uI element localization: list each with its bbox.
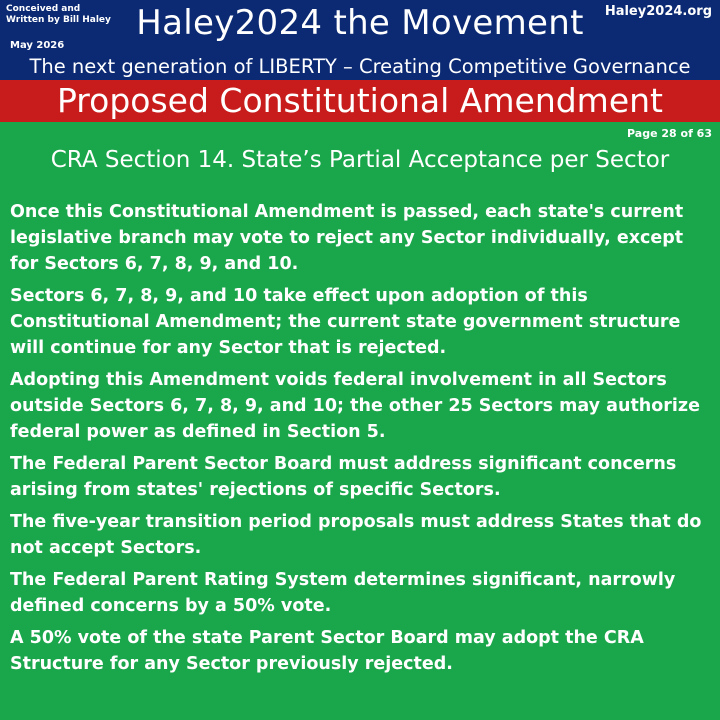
paragraph-2: Sectors 6, 7, 8, 9, and 10 take effect upon adoption of this Constitutional Amendment; the current state government structure will continue for any Sector that is rejected. <box>10 286 681 358</box>
amendment-banner: Proposed Constitutional Amendment <box>0 80 720 122</box>
section-title: CRA Section 14. State’s Partial Acceptance per Sector <box>50 147 670 173</box>
page-indicator: Page 28 of 63 <box>627 127 712 140</box>
header-bar <box>0 0 720 80</box>
paragraph-1: Once this Constitutional Amendment is passed, each state's current legislative branch may vote to reject any Sector individually, except for Sectors 6, 7, 8, 9, and 10. <box>10 202 684 274</box>
paragraph-4: The Federal Parent Sector Board must address significant concerns arising from states' rejections of specific Sectors. <box>10 454 677 500</box>
paragraph-5: The five-year transition period proposals must address States that do not accept Sectors. <box>10 512 702 558</box>
paragraph-7: A 50% vote of the state Parent Sector Board may adopt the CRA Structure for any Sector previously rejected. <box>10 628 644 674</box>
publish-date: May 2026 <box>10 40 65 51</box>
paragraph-3: Adopting this Amendment voids federal involvement in all Sectors outside Sectors 6, 7, 8, 9, and 10; the other 25 Sectors may authorize federal power as defined in Section 5. <box>10 370 700 442</box>
author-credit: Conceived and Written by Bill Haley <box>6 4 111 25</box>
paragraph-6: The Federal Parent Rating System determines significant, narrowly defined concerns by a 50% vote. <box>10 570 676 616</box>
page-subtitle: The next generation of LIBERTY – Creating Competitive Governance <box>29 55 691 78</box>
website-link[interactable]: Haley2024.org <box>604 4 712 19</box>
section-body <box>10 199 710 683</box>
page-title: Haley2024 the Movement <box>136 3 584 43</box>
